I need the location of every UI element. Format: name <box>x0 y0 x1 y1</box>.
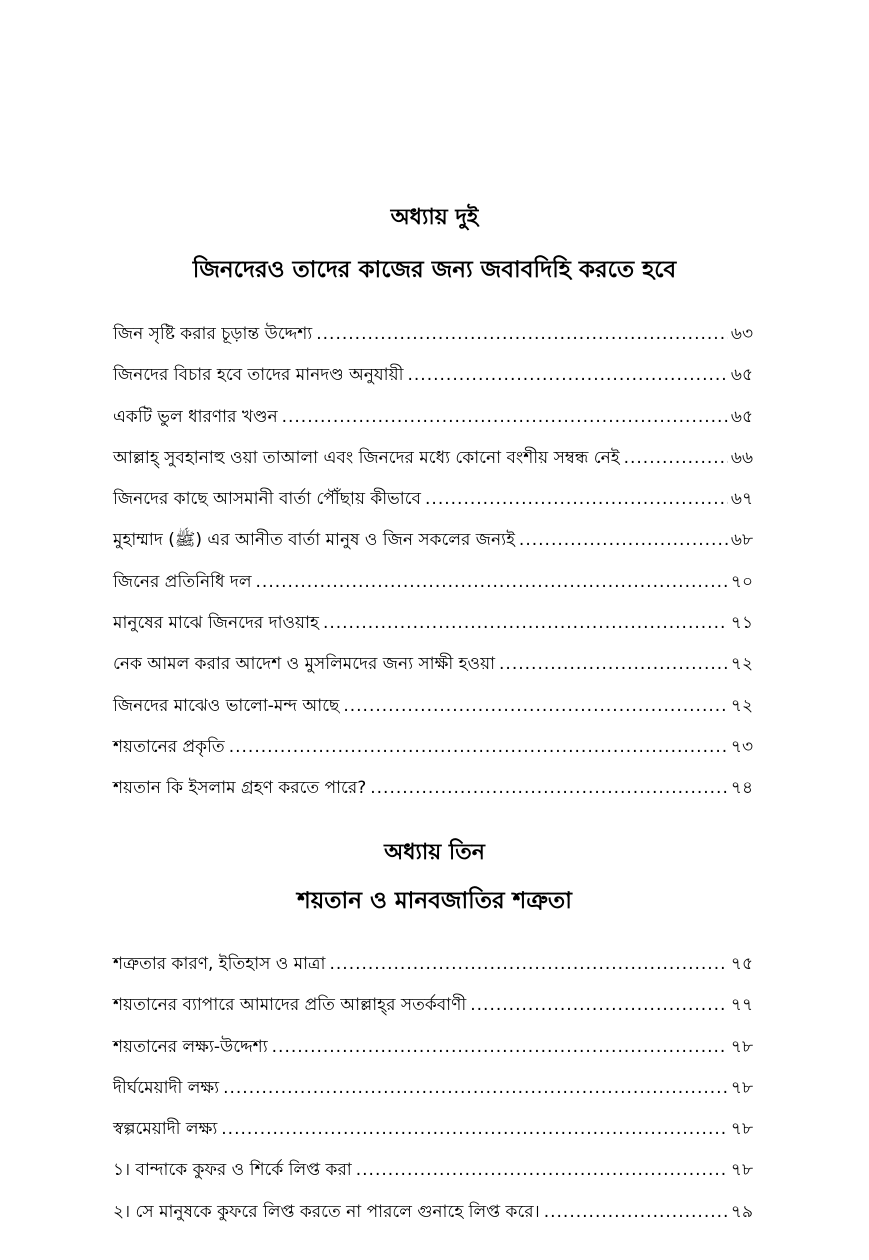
toc-entry-page: ৭১ <box>730 613 753 634</box>
dot-leader <box>519 528 728 552</box>
dot-leader <box>370 776 728 800</box>
dot-leader <box>408 363 728 387</box>
toc-entry[interactable] <box>113 528 753 569</box>
dot-leader <box>256 570 728 594</box>
toc-entry-title: ১। বান্দাকে কুফর ও শির্কে লিপ্ত করা <box>113 1160 352 1181</box>
toc-entry-title: জিনদের কাছে আসমানী বার্তা পৌঁছায় কীভাবে <box>113 489 422 510</box>
toc-entry-page: ৭২ <box>730 654 753 675</box>
dot-leader <box>282 405 728 429</box>
dot-leader <box>323 611 728 635</box>
dot-leader <box>329 952 727 976</box>
toc-entry-page: ৭৭ <box>730 995 753 1016</box>
toc-entry[interactable] <box>113 1076 753 1117</box>
toc-entry-title: জিনদের বিচার হবে তাদের মানদণ্ড অনুযায়ী <box>113 365 404 386</box>
chapter-3-toc-list <box>113 952 753 1241</box>
toc-entry[interactable] <box>113 611 753 652</box>
dot-leader <box>223 1076 728 1100</box>
toc-entry[interactable] <box>113 1117 753 1158</box>
dot-leader <box>470 993 728 1017</box>
toc-entry-page: ৬৩ <box>730 324 753 344</box>
toc-entry-title: শত্রুতার কারণ, ইতিহাস ও মাত্রা <box>113 954 326 974</box>
toc-entry-title: মানুষের মাঝে জিনদের দাওয়াহ <box>113 613 319 634</box>
toc-entry-page: ৬৫ <box>730 365 753 386</box>
dot-leader <box>229 735 728 759</box>
toc-entry[interactable] <box>113 993 753 1034</box>
toc-entry-page: ৭৯ <box>730 1201 753 1222</box>
toc-entry-page: ৭২ <box>730 695 753 716</box>
toc-entry[interactable] <box>113 652 753 693</box>
toc-entry-page: ৬৭ <box>730 489 753 510</box>
toc-entry[interactable] <box>113 487 753 528</box>
toc-entry-title: স্বল্পমেয়াদী লক্ষ্য <box>113 1119 218 1140</box>
toc-entry-title: জিনদের মাঝেও ভালো-মন্দ আছে <box>113 695 340 716</box>
toc-entry-title: নেক আমল করার আদেশ ও মুসলিমদের জন্য সাক্ষী হওয়া <box>113 654 496 675</box>
toc-entry[interactable] <box>113 1158 753 1199</box>
toc-entry-title: জিনের প্রতিনিধি দল <box>113 571 252 592</box>
dot-leader <box>425 487 728 511</box>
toc-entry-page: ৭৪ <box>730 778 753 799</box>
chapter-2-toc-list <box>113 322 753 818</box>
chapter-2-label: অধ্যায় দুই <box>390 205 479 230</box>
toc-entry[interactable] <box>113 322 753 363</box>
toc-entry[interactable] <box>113 776 753 817</box>
toc-entry-title: মুহাম্মাদ (ﷺ) এর আনীত বার্তা মানুষ ও জিন সকলের জন্যই <box>113 530 515 551</box>
toc-entry-page: ৬৫ <box>730 406 753 427</box>
toc-entry-title: শয়তানের ব্যাপারে আমাদের প্রতি আল্লাহ্‌র সতর্কবাণী <box>113 995 467 1016</box>
chapter-3-title: শয়তান ও মানবজাতির শত্রুতা <box>297 888 572 914</box>
toc-entry-page: ৭৮ <box>730 1119 753 1140</box>
toc-entry[interactable] <box>113 952 753 993</box>
toc-entry-page: ৭০ <box>730 571 753 592</box>
dot-leader <box>343 694 728 718</box>
chapter-3-label: অধ্যায় তিন <box>384 840 485 865</box>
toc-entry[interactable] <box>113 405 753 446</box>
dot-leader <box>624 446 728 470</box>
toc-entry[interactable] <box>113 735 753 776</box>
toc-entry[interactable] <box>113 1035 753 1076</box>
dot-leader <box>544 1200 728 1224</box>
dot-leader <box>356 1158 728 1182</box>
toc-entry-title: শয়তান কি ইসলাম গ্রহণ করতে পারে? <box>113 778 367 799</box>
chapter-2-title: জিনদেরও তাদের কাজের জন্য জবাবদিহি করতে হবে <box>192 257 677 283</box>
toc-entry-title: ২। সে মানুষকে কুফরে লিপ্ত করতে না পারলে গুনাহে লিপ্ত করে। <box>113 1201 540 1222</box>
toc-entry[interactable] <box>113 694 753 735</box>
dot-leader <box>221 1117 728 1141</box>
dot-leader <box>316 322 728 346</box>
toc-entry-page: ৭৩ <box>730 736 753 757</box>
toc-entry-page: ৭৮ <box>730 1036 753 1057</box>
dot-leader <box>499 652 728 676</box>
toc-entry-title: একটি ভুল ধারণার খণ্ডন <box>113 406 278 427</box>
toc-entry[interactable] <box>113 446 753 487</box>
toc-entry-title: জিন সৃষ্টি করার চূড়ান্ত উদ্দেশ্য <box>113 324 313 344</box>
toc-entry-title: দীর্ঘমেয়াদী লক্ষ্য <box>113 1077 220 1098</box>
toc-entry-page: ৭৫ <box>730 954 753 974</box>
toc-entry[interactable] <box>113 570 753 611</box>
toc-entry-page: ৬৮ <box>730 530 753 551</box>
toc-entry-page: ৭৮ <box>730 1160 753 1181</box>
dot-leader <box>272 1035 728 1059</box>
toc-entry-page: ৭৮ <box>730 1077 753 1098</box>
toc-entry[interactable] <box>113 1200 753 1241</box>
toc-entry[interactable] <box>113 363 753 404</box>
toc-entry-title: শয়তানের প্রকৃতি <box>113 736 225 757</box>
toc-entry-title: শয়তানের লক্ষ্য-উদ্দেশ্য <box>113 1036 268 1057</box>
toc-entry-page: ৬৬ <box>730 447 753 468</box>
toc-entry-title: আল্লাহ্ সুবহানাহু ওয়া তাআলা এবং জিনদের মধ্যে কোনো বংশীয় সম্বন্ধ নেই <box>113 447 620 468</box>
